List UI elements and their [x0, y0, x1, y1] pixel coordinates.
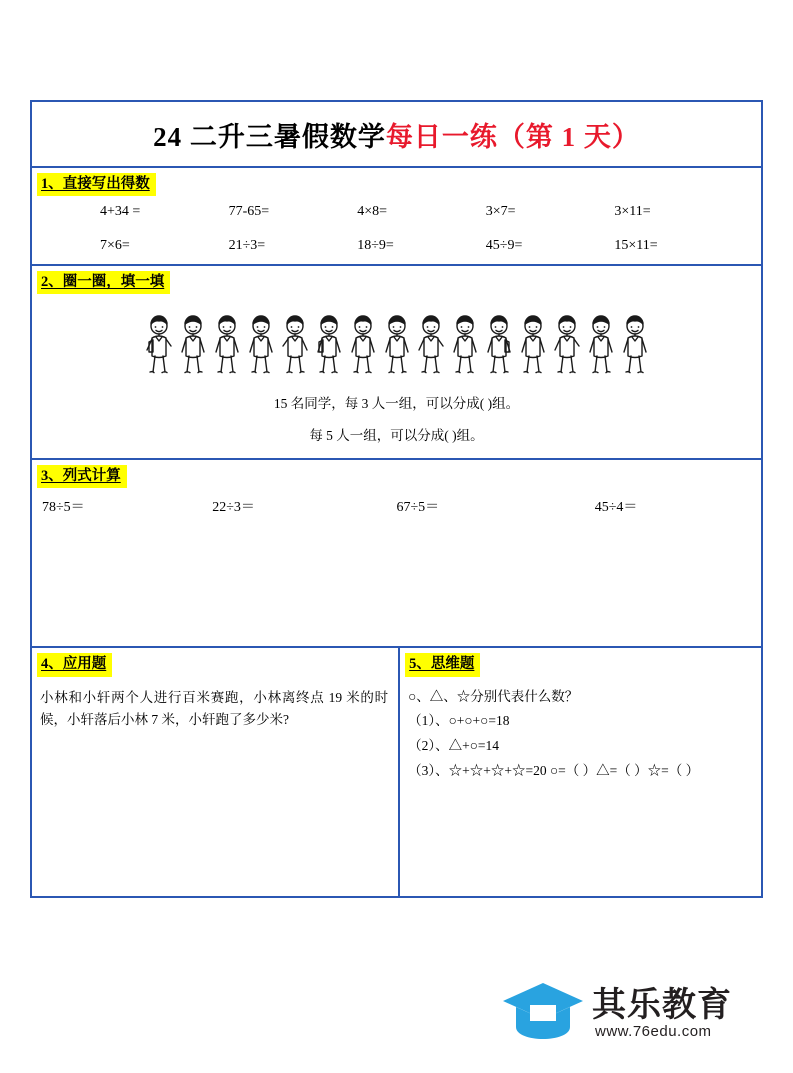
section-4-heading: 4、应用题 — [37, 653, 112, 676]
graduation-cap-icon — [500, 979, 586, 1041]
title-prefix: 24 二升三暑假数学 — [153, 121, 386, 152]
student-figure — [347, 312, 379, 378]
section-3-heading: 3、列式计算 — [37, 465, 127, 488]
section-2 — [32, 266, 761, 460]
section-1-row-1 — [32, 204, 761, 220]
section-3-row — [32, 496, 761, 646]
logo-url[interactable]: www.76edu.com — [595, 1023, 712, 1040]
student-figure — [449, 312, 481, 378]
exercise-item: 7×6= — [100, 238, 130, 254]
section-5-line: （2）、△+○=14 — [408, 738, 500, 754]
student-figure — [585, 312, 617, 378]
section-1-heading: 1、直接写出得数 — [37, 173, 156, 196]
exercise-item: 15×11= — [614, 238, 658, 254]
section-5-problem — [400, 677, 761, 785]
student-figure — [483, 312, 515, 378]
section-2-heading: 2、圈一圈，填一填 — [37, 271, 170, 294]
student-figure — [517, 312, 549, 378]
student-figure — [313, 312, 345, 378]
exercise-item: 21÷3= — [228, 238, 266, 254]
students-illustration — [137, 306, 657, 378]
page-title — [153, 115, 640, 154]
section-4-problem: 小林和小轩两个人进行百米赛跑，小林离终点 19 米的时候，小轩落后小林 7 米，小轩跑了多少米? — [40, 689, 389, 728]
section-3 — [32, 460, 761, 648]
title-band — [32, 102, 761, 168]
student-figure — [211, 312, 243, 378]
student-figure — [279, 312, 311, 378]
calculation-item: 45÷4＝ — [594, 500, 638, 516]
bottom-sections — [32, 648, 761, 898]
exercise-item: 3×11= — [614, 204, 651, 220]
exercise-item: 18÷9= — [357, 238, 394, 254]
worksheet-sheet — [30, 100, 763, 898]
student-figure — [415, 312, 447, 378]
student-figure — [177, 312, 209, 378]
section-5-line: （1）、○+○+○=18 — [408, 713, 510, 729]
section-5-heading: 5、思维题 — [405, 653, 480, 676]
section-5-line: ○、△、☆分别代表什么数？ — [408, 688, 579, 704]
exercise-item: 3×7= — [485, 204, 516, 220]
student-figure — [381, 312, 413, 378]
section-1 — [32, 168, 761, 266]
student-figure — [245, 312, 277, 378]
section-1-row-2 — [32, 238, 761, 264]
section-2-question-2: 每 5 人一组，可以分成( )组。 — [309, 428, 484, 444]
title-highlight: 每日一练（第 1 天） — [385, 121, 640, 152]
exercise-item: 4×8= — [357, 204, 387, 220]
calculation-item: 78÷5＝ — [42, 500, 85, 516]
student-figure — [551, 312, 583, 378]
section-4 — [32, 648, 400, 896]
calculation-item: 67÷5＝ — [396, 500, 440, 516]
exercise-item: 77-65= — [228, 204, 270, 220]
student-figure — [143, 312, 175, 378]
logo-name: 其乐教育 — [592, 986, 732, 1024]
exercise-item: 4+34 = — [100, 204, 141, 220]
calculation-item: 22÷3＝ — [212, 500, 255, 516]
section-5-line: （3）、☆+☆+☆+☆=20 ○=（ ）△=（ ）☆=（ ） — [408, 763, 700, 779]
section-2-question-1: 15 名同学，每 3 人一组，可以分成( )组。 — [273, 396, 520, 412]
section-5 — [400, 648, 761, 896]
site-logo — [500, 975, 770, 1060]
exercise-item: 45÷9= — [485, 238, 523, 254]
student-figure — [619, 312, 651, 378]
